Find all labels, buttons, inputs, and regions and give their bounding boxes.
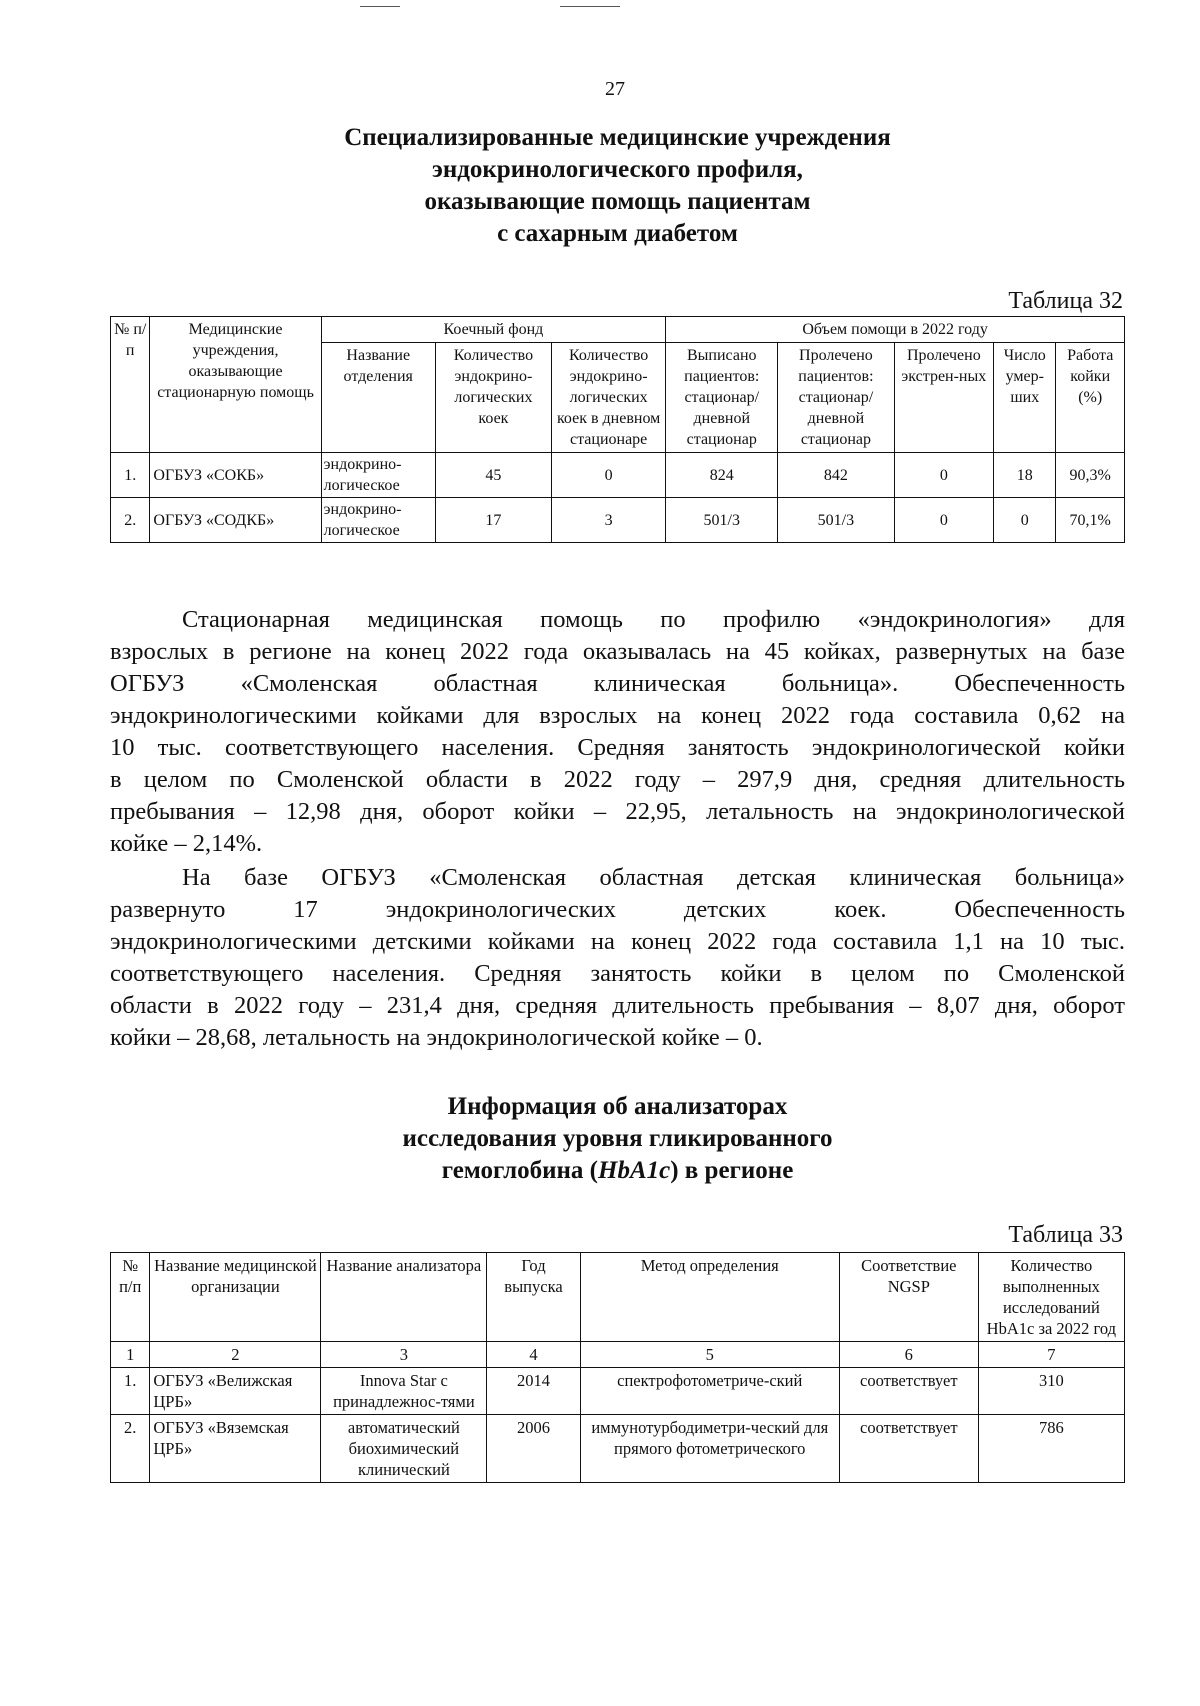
table-row: 2. ОГБУЗ «Вяземская ЦРБ» автоматический биохимический клинический 2006 иммунотурбодиметри-ческий для прямого фотометрического соответствует 786 <box>111 1415 1125 1483</box>
header-dept-name: Название отделения <box>321 343 435 453</box>
header-treated: Пролечено пациентов: стационар/ дневной стационар <box>778 343 894 453</box>
header-method: Метод определения <box>580 1253 839 1342</box>
column-numbers-row: 1 2 3 4 5 6 7 <box>111 1342 1125 1368</box>
header-discharged: Выписано пациентов: стационар/ дневной стационар <box>666 343 778 453</box>
header-year: Год выпуска <box>487 1253 580 1342</box>
header-bed-fund: Коечный фонд <box>321 317 666 343</box>
page-number: 27 <box>605 78 625 100</box>
header-endo-beds-day: Количество эндокрино-логических коек в дневном стационаре <box>552 343 666 453</box>
header-analyzer: Название анализатора <box>321 1253 487 1342</box>
scan-mark <box>360 6 400 7</box>
paragraph-inpatient-children: На базе ОГБУЗ «Смоленская областная детская клиническая больница» развернуто 17 эндокринологических детских коек. Обеспеченность эндокринологическими детскими койками на конец 2022 года составила 1,1 на 10 тыс. соответствующего населения. Средняя занятость койки в целом по Смоленской области в 2022 году – 231,4 дня, средняя длительность пребывания – 8,07 дня, оборот койки – 28,68, летальность на эндокринологической койке – 0. <box>110 864 1125 1051</box>
header-deaths: Число умер-ших <box>994 343 1056 453</box>
header-num: № п/п <box>111 317 150 453</box>
header-endo-beds: Количество эндокрино-логических коек <box>435 343 551 453</box>
table-row: 1. ОГБУЗ «СОКБ» эндокрино-логическое 45 0 824 842 0 18 90,3% <box>111 453 1125 498</box>
header-institutions: Медицинские учреждения, оказывающие стационарную помощь <box>150 317 321 453</box>
table-row: 2. ОГБУЗ «СОДКБ» эндокрино-логическое 17 3 501/3 501/3 0 0 70,1% <box>111 498 1125 543</box>
header-count: Количество выполненных исследований HbA1c за 2022 год <box>978 1253 1124 1342</box>
header-num: № п/п <box>111 1253 150 1342</box>
section-title-2: Информация об анализаторах исследования уровня гликированного гемоглобина (HbA1c) в регионе <box>402 1093 833 1184</box>
section-title-1: Специализированные медицинские учреждения эндокринологического профиля, оказывающие помощь пациентам с сахарным диабетом <box>344 124 891 247</box>
beds-table <box>110 316 1125 543</box>
header-org: Название медицинской организации <box>150 1253 321 1342</box>
header-volume: Объем помощи в 2022 году <box>666 317 1125 343</box>
scan-mark <box>560 6 620 7</box>
analyzers-table <box>110 1252 1125 1483</box>
table-33-label: Таблица 33 <box>1008 1222 1123 1248</box>
table-row: 1. ОГБУЗ «Велижская ЦРБ» Innova Star с принадлежнос-тями 2014 спектрофотометриче-ский соответствует 310 <box>111 1368 1125 1415</box>
header-emergency: Пролечено экстрен-ных <box>894 343 994 453</box>
paragraph-inpatient-adults: Стационарная медицинская помощь по профилю «эндокринология» для взрослых в регионе на конец 2022 года оказывалась на 45 койках, развернутых на базе ОГБУЗ «Смоленская областная клиническая больница». Обеспеченность эндокринологическими койками для взрослых на конец 2022 года составила 0,62 на 10 тыс. соответствующего населения. Средняя занятость эндокринологической койки в целом по Смоленской области в 2022 году – 297,9 дня, средняя длительность пребывания – 12,98 дня, оборот койки – 22,95, летальность на эндокринологической койке – 2,14%. <box>110 606 1125 857</box>
header-ngsp: Соответствие NGSP <box>839 1253 978 1342</box>
table-32-label: Таблица 32 <box>1008 288 1123 314</box>
header-bed-work: Работа койки (%) <box>1056 343 1125 453</box>
